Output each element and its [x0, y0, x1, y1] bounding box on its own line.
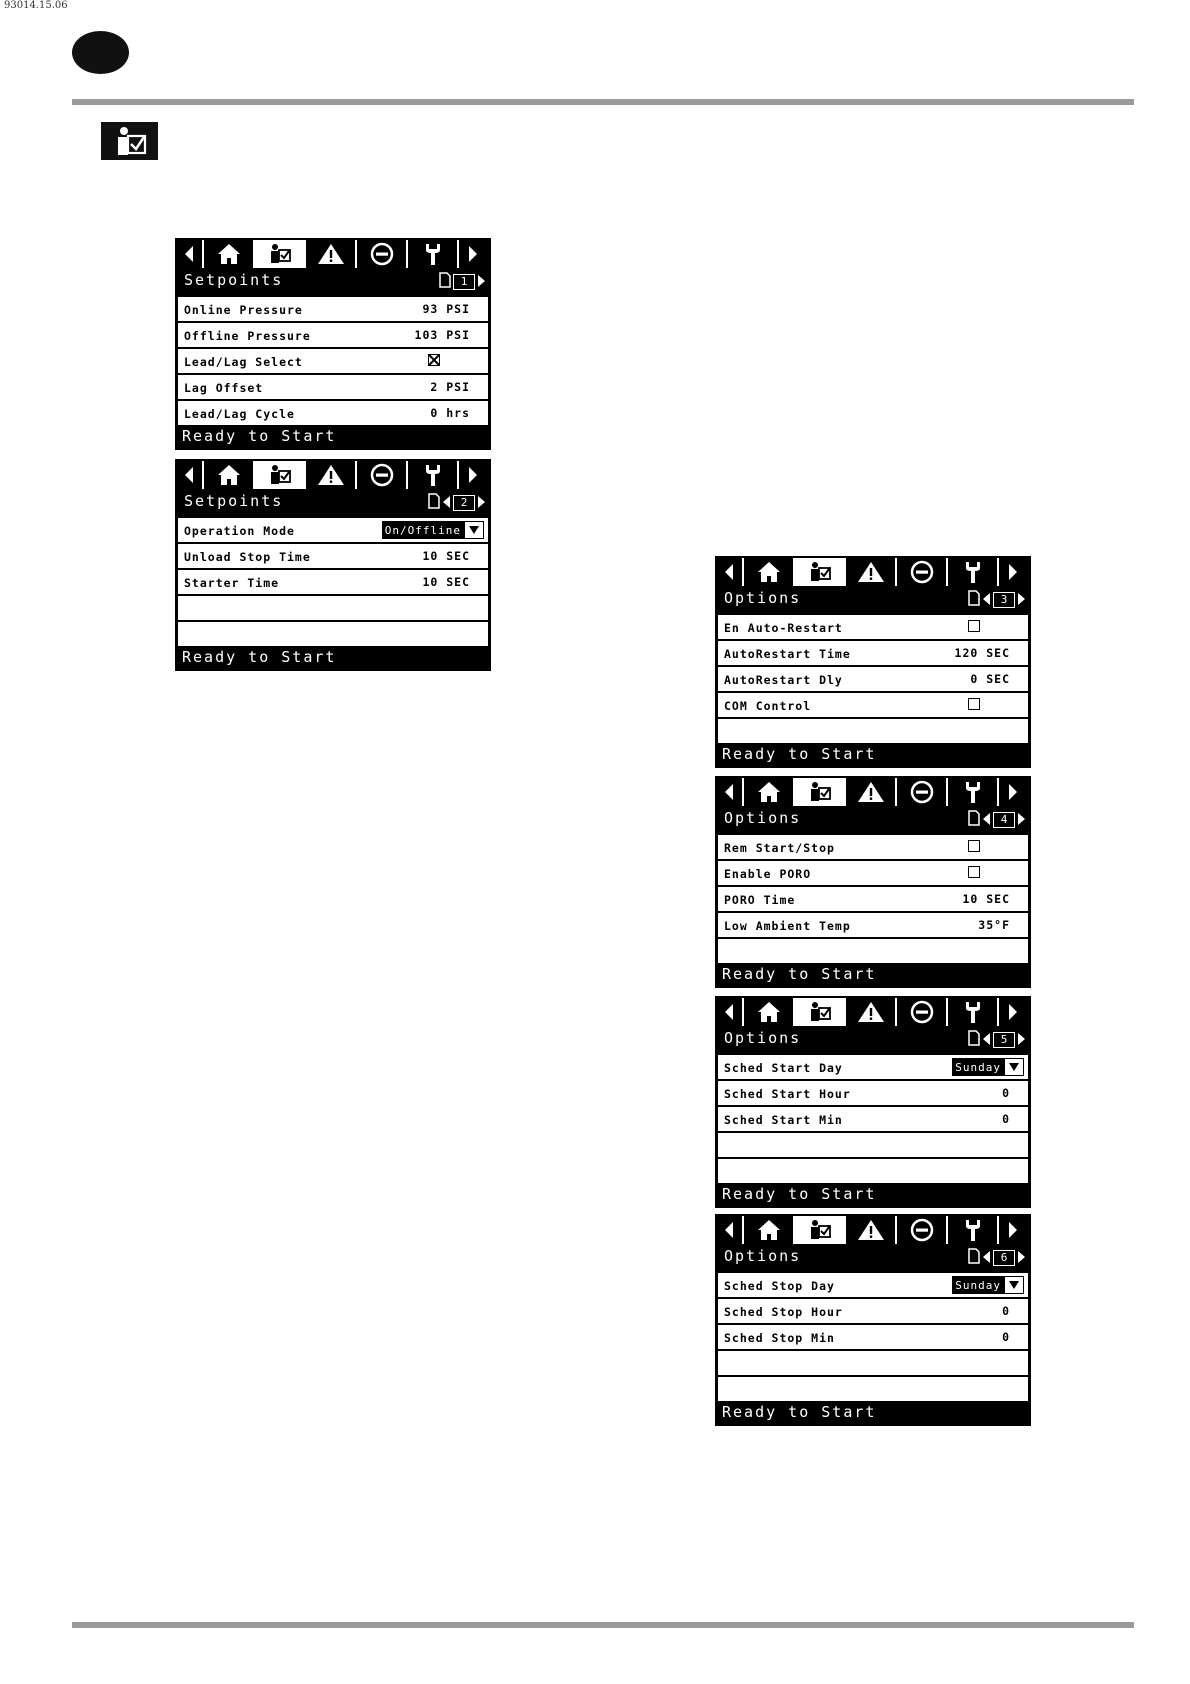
settings-row[interactable]	[178, 622, 488, 646]
nav-left-arrow-icon[interactable]	[176, 240, 204, 268]
nav-maintenance-icon[interactable]	[948, 558, 999, 586]
nav-settings-icon[interactable]	[795, 998, 846, 1026]
page-number: 3	[993, 592, 1015, 608]
nav-settings-icon[interactable]	[795, 778, 846, 806]
setting-label: Online Pressure	[184, 303, 303, 317]
setting-label: Sched Start Day	[724, 1061, 843, 1075]
nav-bar	[176, 460, 490, 490]
setting-value: 0	[1002, 1330, 1010, 1344]
chevron-down-icon[interactable]	[465, 522, 483, 538]
page-indicator	[439, 272, 486, 292]
settings-row[interactable]	[718, 1055, 1028, 1079]
status-bar	[716, 1401, 1030, 1425]
setting-checkbox[interactable]	[968, 698, 980, 710]
status-text: Ready to Start	[182, 427, 337, 445]
setting-label: Sched Stop Day	[724, 1279, 835, 1293]
settings-row[interactable]	[718, 835, 1028, 859]
setting-checkbox[interactable]	[428, 354, 440, 366]
setting-label: PORO Time	[724, 893, 796, 907]
page-next-icon[interactable]	[477, 273, 486, 292]
setting-value: 10 SEC	[422, 575, 470, 589]
nav-left-arrow-icon[interactable]	[716, 1216, 744, 1244]
setting-label: Sched Stop Hour	[724, 1305, 843, 1319]
document-icon	[439, 272, 451, 292]
screen-title: Options	[724, 809, 802, 827]
setting-checkbox[interactable]	[968, 840, 980, 852]
setting-checkbox[interactable]	[968, 866, 980, 878]
screen-title-bar	[716, 587, 1030, 613]
page-number: 5	[993, 1032, 1015, 1048]
page-next-icon[interactable]	[1017, 1249, 1026, 1268]
settings-list	[178, 297, 488, 427]
status-bar	[716, 1183, 1030, 1207]
screen-title: Setpoints	[184, 492, 284, 510]
controller-screen	[715, 556, 1031, 768]
screen-title-bar	[716, 1027, 1030, 1053]
setting-value: 0	[1002, 1304, 1010, 1318]
nav-stop-icon[interactable]	[897, 558, 948, 586]
status-bar	[176, 425, 490, 449]
page-prev-icon[interactable]	[982, 1249, 991, 1268]
status-text: Ready to Start	[182, 648, 337, 666]
setting-label: Enable PORO	[724, 867, 812, 881]
setting-label: Sched Start Hour	[724, 1087, 851, 1101]
nav-settings-icon[interactable]	[795, 1216, 846, 1244]
footer-rule	[72, 1622, 1134, 1628]
nav-home-icon[interactable]	[204, 240, 255, 268]
screen-title: Options	[724, 589, 802, 607]
settings-user-icon	[101, 122, 158, 160]
setting-value: 0 hrs	[430, 406, 470, 420]
setting-label: Sched Stop Min	[724, 1331, 835, 1345]
chevron-down-icon[interactable]	[1005, 1277, 1023, 1293]
page-indicator	[968, 590, 1026, 610]
nav-settings-icon[interactable]	[255, 461, 306, 489]
page-number: 6	[993, 1250, 1015, 1266]
nav-home-icon[interactable]	[744, 778, 795, 806]
nav-warning-icon[interactable]	[306, 240, 357, 268]
settings-row[interactable]	[178, 570, 488, 594]
nav-settings-icon[interactable]	[255, 240, 306, 268]
setting-value: 0 SEC	[970, 672, 1010, 686]
controller-screen	[175, 459, 491, 671]
nav-bar	[716, 777, 1030, 807]
nav-maintenance-icon[interactable]	[408, 240, 459, 268]
dropdown-value: Sunday	[955, 1060, 1001, 1074]
setting-label: Lag Offset	[184, 381, 264, 395]
settings-row[interactable]	[178, 596, 488, 620]
setting-value: 0	[1002, 1112, 1010, 1126]
nav-warning-icon[interactable]	[846, 558, 897, 586]
screen-title: Setpoints	[184, 271, 284, 289]
page-prev-icon[interactable]	[982, 1031, 991, 1050]
nav-warning-icon[interactable]	[846, 778, 897, 806]
status-text: Ready to Start	[722, 965, 877, 983]
setting-value: 10 SEC	[962, 892, 1010, 906]
nav-maintenance-icon[interactable]	[948, 778, 999, 806]
nav-maintenance-icon[interactable]	[408, 461, 459, 489]
page-indicator	[968, 1248, 1026, 1268]
settings-row[interactable]	[718, 719, 1028, 743]
nav-home-icon[interactable]	[204, 461, 255, 489]
nav-bar	[176, 239, 490, 269]
setting-value: 103 PSI	[414, 328, 470, 342]
settings-row[interactable]	[178, 375, 488, 399]
page-indicator	[968, 810, 1026, 830]
nav-warning-icon[interactable]	[846, 998, 897, 1026]
setting-label: En Auto-Restart	[724, 621, 843, 635]
settings-row[interactable]	[718, 861, 1028, 885]
setting-label: Low Ambient Temp	[724, 919, 851, 933]
status-bar	[716, 963, 1030, 987]
settings-row[interactable]	[718, 1133, 1028, 1157]
setting-value: 35°F	[978, 918, 1010, 932]
controller-screen	[715, 776, 1031, 988]
status-text: Ready to Start	[722, 1185, 877, 1203]
nav-right-arrow-icon[interactable]	[459, 461, 487, 489]
document-icon	[428, 493, 440, 513]
nav-stop-icon[interactable]	[357, 461, 408, 489]
setting-checkbox[interactable]	[968, 620, 980, 632]
document-icon	[968, 1030, 980, 1050]
setting-value: 0	[1002, 1086, 1010, 1100]
nav-bar	[716, 1215, 1030, 1245]
nav-left-arrow-icon[interactable]	[716, 558, 744, 586]
nav-right-arrow-icon[interactable]	[999, 778, 1027, 806]
nav-maintenance-icon[interactable]	[948, 1216, 999, 1244]
setting-label: Starter Time	[184, 576, 280, 590]
settings-list	[718, 1055, 1028, 1185]
settings-list	[718, 835, 1028, 965]
settings-row[interactable]	[718, 1377, 1028, 1401]
screen-title-bar	[716, 807, 1030, 833]
page-next-icon[interactable]	[1017, 591, 1026, 610]
setting-dropdown[interactable]	[952, 1276, 1024, 1294]
settings-list	[718, 1273, 1028, 1403]
setting-label: Operation Mode	[184, 524, 295, 538]
nav-left-arrow-icon[interactable]	[716, 998, 744, 1026]
page-prev-icon[interactable]	[982, 591, 991, 610]
settings-row[interactable]	[718, 939, 1028, 963]
settings-row[interactable]	[718, 667, 1028, 691]
nav-settings-icon[interactable]	[795, 558, 846, 586]
settings-row[interactable]	[718, 1081, 1028, 1105]
settings-row[interactable]	[718, 887, 1028, 911]
page-number: 1	[453, 274, 475, 290]
screen-title: Options	[724, 1029, 802, 1047]
language-badge	[72, 31, 129, 74]
setting-label: Sched Start Min	[724, 1113, 843, 1127]
status-bar	[176, 646, 490, 670]
nav-left-arrow-icon[interactable]	[716, 778, 744, 806]
controller-screen	[715, 996, 1031, 1208]
nav-stop-icon[interactable]	[897, 778, 948, 806]
nav-left-arrow-icon[interactable]	[176, 461, 204, 489]
nav-home-icon[interactable]	[744, 1216, 795, 1244]
screen-title-bar	[716, 1245, 1030, 1271]
page-number: 4	[993, 812, 1015, 828]
document-icon	[968, 1248, 980, 1268]
settings-list	[718, 615, 1028, 745]
controller-screen	[175, 238, 491, 450]
setting-value: 10 SEC	[422, 549, 470, 563]
document-code: 93014.15.06	[4, 0, 68, 11]
dropdown-value: On/Offline	[384, 523, 461, 537]
document-icon	[968, 590, 980, 610]
page-prev-icon[interactable]	[982, 811, 991, 830]
nav-warning-icon[interactable]	[306, 461, 357, 489]
nav-maintenance-icon[interactable]	[948, 998, 999, 1026]
page-prev-icon[interactable]	[442, 494, 451, 513]
setting-value: 120 SEC	[954, 646, 1010, 660]
nav-bar	[716, 997, 1030, 1027]
nav-stop-icon[interactable]	[897, 1216, 948, 1244]
chevron-down-icon[interactable]	[1005, 1059, 1023, 1075]
header-rule	[72, 99, 1134, 105]
settings-row[interactable]	[178, 518, 488, 542]
setting-dropdown[interactable]	[382, 521, 484, 539]
settings-row[interactable]	[718, 1159, 1028, 1183]
setting-value: 93 PSI	[422, 302, 470, 316]
nav-stop-icon[interactable]	[357, 240, 408, 268]
page-indicator	[968, 1030, 1026, 1050]
setting-label: AutoRestart Time	[724, 647, 851, 661]
setting-label: Offline Pressure	[184, 329, 311, 343]
settings-row[interactable]	[718, 1299, 1028, 1323]
status-text: Ready to Start	[722, 1403, 877, 1421]
settings-row[interactable]	[718, 1273, 1028, 1297]
setting-label: Rem Start/Stop	[724, 841, 835, 855]
status-text: Ready to Start	[722, 745, 877, 763]
settings-row[interactable]	[178, 401, 488, 425]
screen-title: Options	[724, 1247, 802, 1265]
nav-stop-icon[interactable]	[897, 998, 948, 1026]
settings-row[interactable]	[178, 297, 488, 321]
settings-row[interactable]	[718, 1351, 1028, 1375]
setting-value: 2 PSI	[430, 380, 470, 394]
setting-label: Lead/Lag Cycle	[184, 407, 295, 421]
nav-right-arrow-icon[interactable]	[459, 240, 487, 268]
settings-row[interactable]	[718, 693, 1028, 717]
page-next-icon[interactable]	[1017, 811, 1026, 830]
nav-home-icon[interactable]	[744, 558, 795, 586]
page-indicator	[428, 493, 486, 513]
settings-row[interactable]	[718, 615, 1028, 639]
setting-label: Lead/Lag Select	[184, 355, 303, 369]
settings-row[interactable]	[178, 323, 488, 347]
settings-row[interactable]	[718, 1325, 1028, 1349]
nav-right-arrow-icon[interactable]	[999, 1216, 1027, 1244]
nav-warning-icon[interactable]	[846, 1216, 897, 1244]
settings-row[interactable]	[718, 641, 1028, 665]
settings-row[interactable]	[178, 349, 488, 373]
setting-label: Unload Stop Time	[184, 550, 311, 564]
nav-home-icon[interactable]	[744, 998, 795, 1026]
page-next-icon[interactable]	[1017, 1031, 1026, 1050]
settings-row[interactable]	[178, 544, 488, 568]
screen-title-bar	[176, 269, 490, 295]
dropdown-value: Sunday	[955, 1278, 1001, 1292]
settings-list	[178, 518, 488, 648]
nav-right-arrow-icon[interactable]	[999, 998, 1027, 1026]
setting-label: AutoRestart Dly	[724, 673, 843, 687]
nav-bar	[716, 557, 1030, 587]
nav-right-arrow-icon[interactable]	[999, 558, 1027, 586]
status-bar	[716, 743, 1030, 767]
controller-screen	[715, 1214, 1031, 1426]
setting-dropdown[interactable]	[952, 1058, 1024, 1076]
settings-row[interactable]	[718, 1107, 1028, 1131]
screen-title-bar	[176, 490, 490, 516]
page-number: 2	[453, 495, 475, 511]
setting-label: COM Control	[724, 699, 812, 713]
settings-row[interactable]	[718, 913, 1028, 937]
page-next-icon[interactable]	[477, 494, 486, 513]
document-icon	[968, 810, 980, 830]
